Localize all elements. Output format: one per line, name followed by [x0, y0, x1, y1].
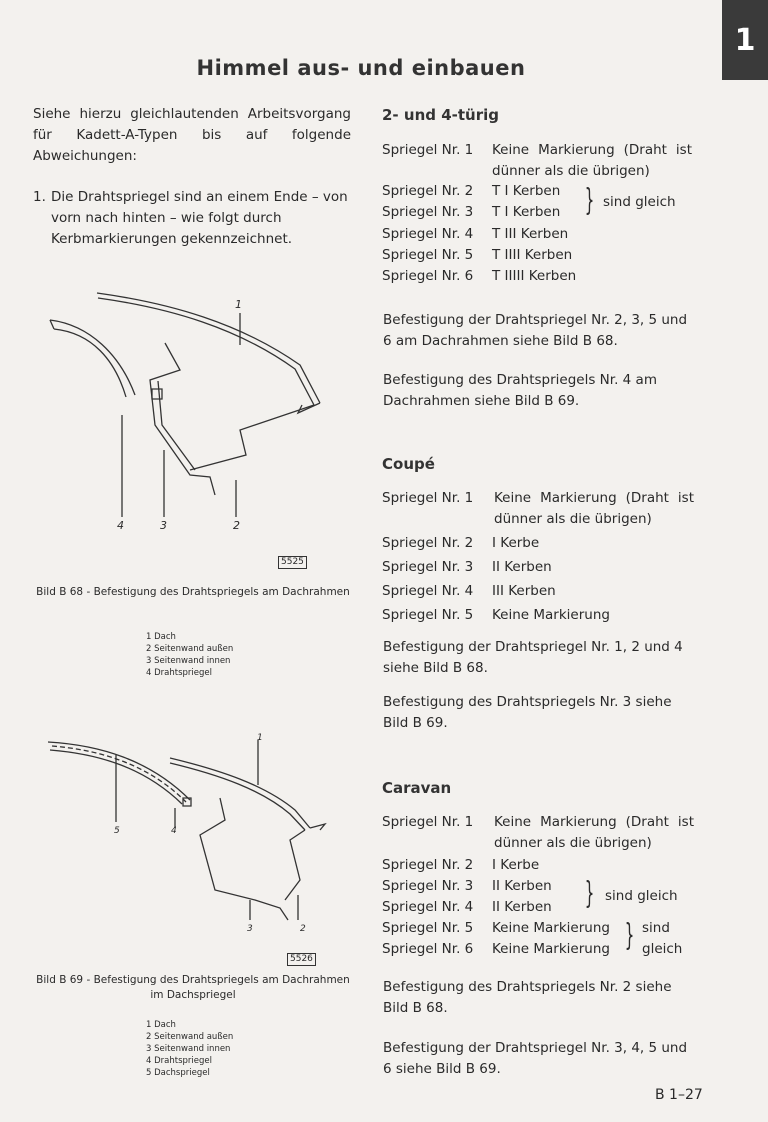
- spec-label: Spriegel Nr. 3: [382, 878, 474, 894]
- spec-value: III Kerben: [492, 583, 556, 599]
- spec-label: Spriegel Nr. 4: [382, 583, 474, 599]
- outer-side-wall: [298, 403, 320, 413]
- sec1-para-2: Befestigung des Drahtspriegels Nr. 4 am Dachrahmen siehe Bild B 69.: [383, 372, 657, 409]
- roof-outer-line: [97, 293, 320, 403]
- spec-row: [382, 918, 610, 939]
- spec-row: [382, 897, 552, 918]
- spec-row: [382, 939, 610, 960]
- spec-row: [382, 855, 539, 876]
- spec-label: Spriegel Nr. 2: [382, 535, 474, 551]
- brace-note: gleich: [642, 941, 683, 957]
- spec-label: Spriegel Nr. 3: [382, 559, 474, 575]
- spec-value: Keine Markierung: [492, 941, 610, 957]
- step-1: [33, 187, 351, 250]
- brace-note: sind gleich: [603, 194, 676, 210]
- spec-label: Spriegel Nr. 5: [382, 247, 474, 263]
- spec-row: [382, 266, 576, 287]
- spec-value: T IIIII Kerben: [492, 268, 577, 284]
- section-title-2-4-tuerig: 2- und 4-türig: [382, 106, 499, 124]
- page-number: B 1–27: [655, 1087, 703, 1103]
- b68-callout-2: 2: [233, 519, 240, 532]
- left-column: [33, 104, 351, 250]
- spec-row: [382, 245, 572, 266]
- spec-label: Spriegel Nr. 2: [382, 857, 474, 873]
- b69-caption: Bild B 69 - Befestigung des Drahtspriegels am Dachrahmen im Dachspriegel: [36, 974, 350, 1001]
- b69-callout-4: 4: [171, 826, 177, 836]
- spec-value: T IIII Kerben: [492, 247, 573, 263]
- legend-item: 3 Seitenwand innen: [146, 1044, 231, 1054]
- wire-bow-inner: [54, 329, 126, 397]
- wire-end: [50, 320, 54, 329]
- inner-side-wall: [200, 798, 288, 920]
- spec-value: I Kerbe: [492, 535, 540, 551]
- spec-label: Spriegel Nr. 1: [382, 814, 474, 830]
- b69-callout-1: 1: [257, 733, 263, 743]
- wire-bow: [50, 320, 135, 395]
- inner-side-wall: [150, 343, 215, 495]
- outer-wall-lower: [285, 830, 305, 900]
- spec-row: [382, 140, 492, 161]
- section-tab: 1: [722, 0, 768, 80]
- b69-callout-2: 2: [300, 924, 306, 934]
- spec-value: II Kerben: [492, 899, 552, 915]
- spec-label: Spriegel Nr. 2: [382, 183, 474, 199]
- wire-bow: [52, 746, 186, 802]
- figure-b68-drawing: [40, 285, 340, 545]
- spec-value: II Kerben: [492, 559, 552, 575]
- brace-note: sind gleich: [605, 888, 678, 904]
- b68-caption: Bild B 68 - Befestigung des Drahtspriegels am Dachrahmen: [36, 586, 350, 598]
- spec-value: II Kerben: [492, 878, 552, 894]
- spec-row: [382, 812, 492, 833]
- spec-value: Keine Markierung (Draht ist dünner als die übrigen): [494, 490, 694, 527]
- brace-glyph: }: [584, 876, 595, 911]
- b68-callout-3: 3: [160, 519, 167, 532]
- spec-value: Keine Markierung: [492, 920, 610, 936]
- intro-text: Siehe hierzu gleichlautenden Arbeitsvorgang für Kadett-A-Typen bis auf folgende Abweichungen:: [33, 106, 351, 164]
- spec-label: Spriegel Nr. 6: [382, 941, 474, 957]
- spec-label: Spriegel Nr. 5: [382, 920, 474, 936]
- step-1-number: 1.: [33, 189, 46, 205]
- b69-legend: [146, 1019, 233, 1079]
- legend-item: 4 Drahtspriegel: [146, 1056, 212, 1066]
- legend-item: 3 Seitenwand innen: [146, 656, 231, 666]
- spec-value: T III Kerben: [492, 226, 569, 242]
- outer-wall-lower: [190, 405, 314, 470]
- spec-row: [382, 605, 610, 626]
- legend-item: 2 Seitenwand außen: [146, 644, 234, 654]
- spec-value: Keine Markierung (Draht ist dünner als die übrigen): [494, 814, 694, 851]
- dachspriegel: [48, 742, 190, 800]
- legend-item: 2 Seitenwand außen: [146, 1032, 234, 1042]
- b69-callout-5: 5: [114, 826, 120, 836]
- section-title-caravan: Caravan: [382, 779, 452, 797]
- spec-label: Spriegel Nr. 3: [382, 204, 474, 220]
- spec-label: Spriegel Nr. 4: [382, 226, 474, 242]
- brace-glyph: }: [624, 918, 635, 953]
- spec-row: [382, 181, 560, 202]
- b68-callout-4: 4: [117, 519, 124, 532]
- legend-item: 5 Dachspriegel: [146, 1068, 210, 1078]
- legend-item: 1 Dach: [146, 632, 176, 642]
- brace-glyph: }: [584, 183, 595, 218]
- b69-callout-3: 3: [247, 924, 253, 934]
- sec1-para-1: Befestigung der Drahtspriegel Nr. 2, 3, 5 und 6 am Dachrahmen siehe Bild B 68.: [383, 312, 688, 349]
- spec-row: [382, 581, 556, 602]
- sec2-para-1: Befestigung der Drahtspriegel Nr. 1, 2 und 4 siehe Bild B 68.: [383, 639, 683, 676]
- outer-side-wall: [310, 824, 325, 830]
- spec-value: Keine Markierung: [492, 607, 610, 623]
- spec-label: Spriegel Nr. 5: [382, 607, 474, 623]
- legend-item: 4 Drahtspriegel: [146, 668, 212, 678]
- spec-row: [382, 876, 552, 897]
- page-title: Himmel aus- und einbauen: [196, 56, 526, 80]
- legend-item: 1 Dach: [146, 1020, 176, 1030]
- clip: [152, 389, 162, 399]
- spec-row: [382, 488, 492, 509]
- spec-label: Spriegel Nr. 4: [382, 899, 474, 915]
- roof-inner-line: [98, 298, 314, 405]
- spec-value: T I Kerben: [492, 204, 561, 220]
- spec-value: T I Kerben: [492, 183, 561, 199]
- b68-figure-id: 5525: [278, 556, 307, 569]
- spec-row: [382, 224, 568, 245]
- brace-note: sind: [642, 920, 670, 936]
- spec-label: Spriegel Nr. 1: [382, 490, 474, 506]
- spec-value: I Kerbe: [492, 857, 540, 873]
- sec3-para-2: Befestigung der Drahtspriegel Nr. 3, 4, 5 und 6 siehe Bild B 69.: [383, 1040, 688, 1077]
- section-title-coupe: Coupé: [382, 455, 435, 473]
- step-1-text: Die Drahtspriegel sind an einem Ende – von vorn nach hinten – wie folgt durch Kerbmarkierungen gekennzeichnet.: [51, 189, 348, 247]
- b68-legend: [146, 631, 233, 679]
- spec-row: [382, 533, 539, 554]
- b68-callout-1: 1: [235, 298, 242, 311]
- spec-row: [382, 557, 552, 578]
- spec-label: Spriegel Nr. 1: [382, 142, 474, 158]
- b69-figure-id: 5526: [287, 953, 316, 966]
- spec-value: Keine Markierung (Draht ist dünner als die übrigen): [492, 142, 692, 179]
- spec-label: Spriegel Nr. 6: [382, 268, 474, 284]
- sec3-para-1: Befestigung des Drahtspriegels Nr. 2 siehe Bild B 68.: [383, 979, 672, 1016]
- figure-b69-drawing: [40, 730, 340, 950]
- spec-row: [382, 202, 560, 223]
- roof-inner-line: [170, 763, 305, 830]
- sec2-para-2: Befestigung des Drahtspriegels Nr. 3 siehe Bild B 69.: [383, 694, 672, 731]
